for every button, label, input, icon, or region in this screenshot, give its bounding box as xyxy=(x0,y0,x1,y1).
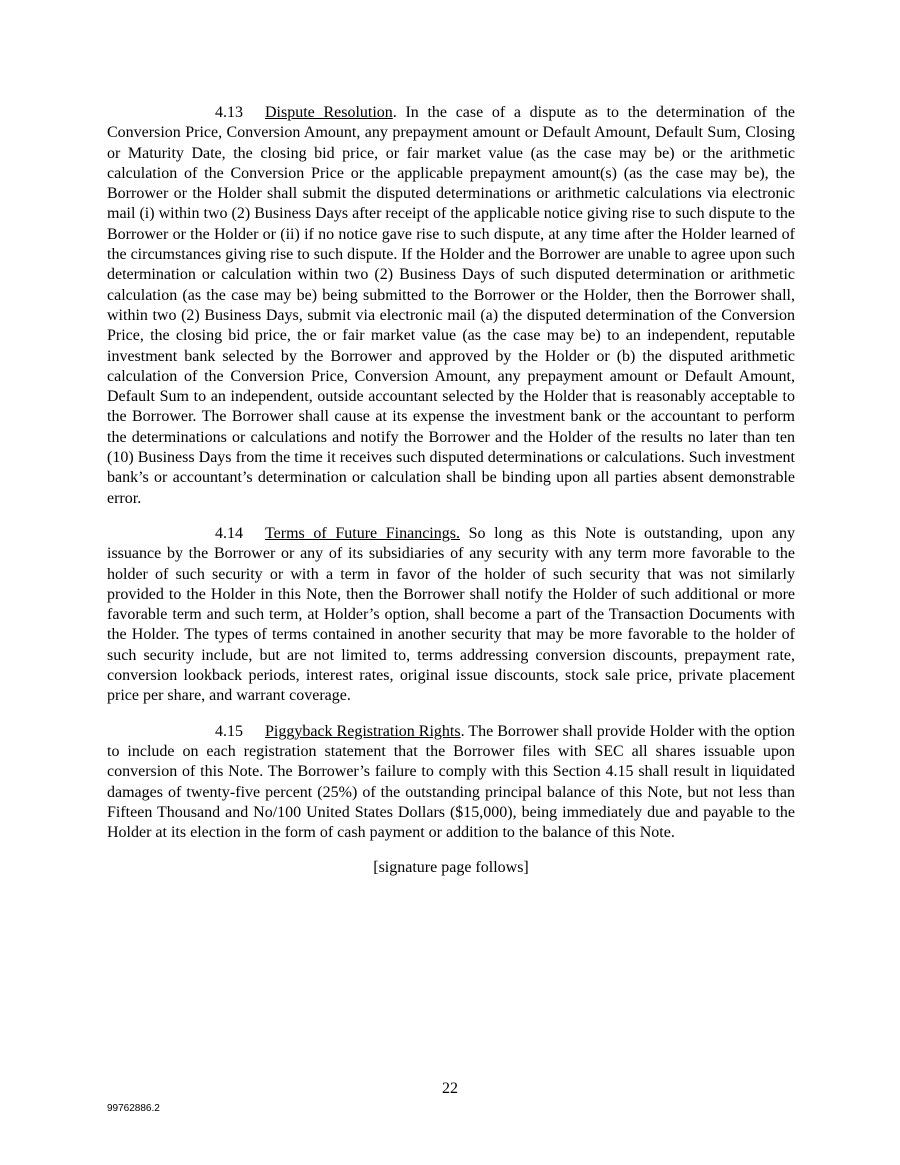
section-4-15 xyxy=(107,722,795,844)
section-4-14 xyxy=(107,524,795,707)
section-4-13 xyxy=(107,103,795,509)
section-number: 4.14 xyxy=(215,524,243,542)
section-number: 4.13 xyxy=(215,104,243,121)
section-body: The Borrower shall provide Holder with the option to include on each registration statement that the Borrower files with SEC all shares issuable upon conversion of this Note. The Borrower’s failure to comply with this Section 4.15 shall result in liquidated damages of twenty-five percent (25%) of the outstanding principal balance of this Note, but not less than Fifteen Thousand and No/100 United States Dollars ($15,000), being immediately due and payable to the Holder at its election in the form of cash payment or addition to the balance of this Note. xyxy=(107,722,795,842)
section-heading: Piggyback Registration Rights xyxy=(265,722,461,740)
page-number: 22 xyxy=(442,1080,458,1097)
section-heading: Terms of Future Financings. xyxy=(265,524,460,542)
section-body: In the case of a dispute as to the determination of the Conversion Price, Conversion Amount, any prepayment amount or Default Amount, Default Sum, Closing or Maturity Date, the closing bid price, or fair market value (as the case may be) or the arithmetic calculation of the Conversion Price or the applicable prepayment amount(s) (as the case may be), the Borrower or the Holder shall submit the disputed determinations or arithmetic calculations via electronic mail (i) within two (2) Business Days after receipt of the applicable notice giving rise to such dispute to the Borrower or the Holder or (ii) if no notice gave rise to such dispute, at any time after the Holder learned of the circumstances giving rise to such dispute. If the Holder and the Borrower are unable to agree upon such determination or calculation within two (2) Business Days of such disputed determination or arithmetic calculation (as the case may be) being submitted to the Borrower or the Holder, then the Borrower shall, within two (2) Business Days, submit via electronic mail (a) the disputed determination of the Conversion Price, the closing bid price, the or fair market value (as the case may be) to an independent, reputable investment bank selected by the Borrower and approved by the Holder or (b) the disputed arithmetic calculation of the Conversion Price, Conversion Amount, any prepayment amount or Default Amount, Default Sum to an independent, outside accountant selected by the Holder that is reasonably acceptable to the Borrower. The Borrower shall cause at its expense the investment bank or the accountant to perform the determinations or calculations and notify the Borrower and the Holder of the results no later than ten (10) Business Days from the time it receives such disputed determinations or calculations. Such investment bank’s or accountant’s determination or calculation shall be binding upon all parties absent demonstrable error. xyxy=(107,104,796,507)
section-number: 4.15 xyxy=(215,722,243,740)
document-page xyxy=(107,103,795,879)
section-body: So long as this Note is outstanding, upon any issuance by the Borrower or any of its subsidiaries of any security with any term more favorable to the holder of such security or with a term in favor of the holder of such security that was not similarly provided to the Holder in this Note, then the Borrower shall notify the Holder of such additional or more favorable term and such term, at Holder’s option, shall become a part of the Transaction Documents with the Holder. The types of terms contained in another security that may be more favorable to the holder of such security include, but are not limited to, terms addressing conversion discounts, prepayment rate, conversion lookback periods, interest rates, original issue discounts, stock sale price, private placement price per share, and warrant coverage. xyxy=(107,524,796,705)
section-heading: Dispute Resolution xyxy=(265,104,393,121)
heading-punctuation: . xyxy=(460,722,465,740)
heading-punctuation: . xyxy=(392,104,397,121)
document-id: 99762886.2 xyxy=(107,1103,160,1114)
signature-note: [signature page follows] xyxy=(373,859,529,877)
